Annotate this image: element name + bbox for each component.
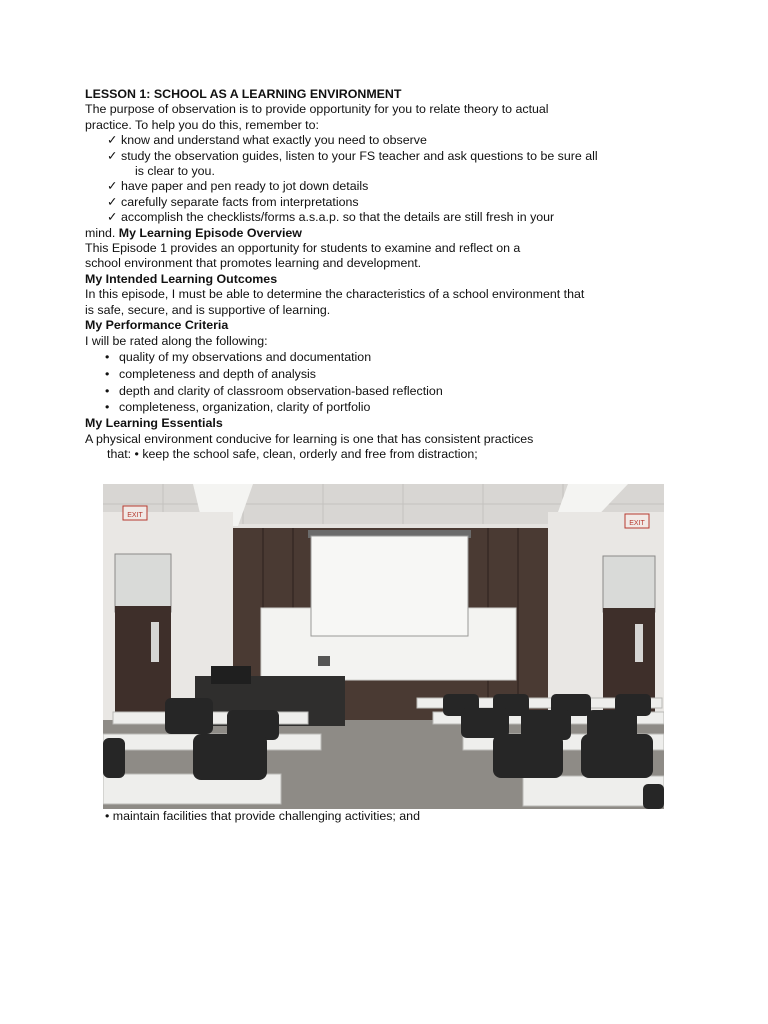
check-icon: ✓ — [107, 179, 118, 194]
essentials-line-1: A physical environment conducive for learning is one that has consistent practices — [85, 431, 534, 446]
exit-sign-left: EXIT — [127, 512, 143, 519]
criteria-item: • completeness and depth of analysis — [105, 366, 316, 381]
checklist-item: ✓ have paper and pen ready to jot down details — [107, 179, 369, 194]
checklist-item: ✓ carefully separate facts from interpretations — [107, 194, 359, 209]
overview-line-2: school environment that promotes learning and development. — [85, 256, 422, 271]
criteria-item: • quality of my observations and documentation — [105, 349, 372, 364]
classroom-photo — [103, 484, 664, 809]
bullet-icon: • — [105, 366, 110, 381]
outcomes-line-2: is safe, secure, and is supportive of learning. — [85, 302, 331, 317]
checklist-item: ✓ study the observation guides, listen to your FS teacher and ask questions to be sure all — [107, 148, 598, 163]
overview-line-1: This Episode 1 provides an opportunity for students to examine and reflect on a — [85, 241, 521, 256]
check-icon: ✓ — [107, 148, 118, 163]
after-photo-text: • maintain facilities that provide challenging activities; and — [105, 809, 420, 823]
lesson-title: LESSON 1: SCHOOL AS A LEARNING ENVIRONMENT — [85, 87, 402, 101]
essentials-heading: My Learning Essentials — [85, 416, 223, 431]
exit-sign-right: EXIT — [629, 520, 645, 527]
essentials-line-2: that: • keep the school safe, clean, orderly and free from distraction; — [107, 446, 478, 461]
outcomes-heading: My Intended Learning Outcomes — [85, 271, 278, 286]
mind-line — [85, 226, 685, 241]
mind-prefix: mind. — [85, 225, 116, 240]
intro-line-2: practice. To help you do this, remember to: — [85, 117, 319, 132]
check-icon: ✓ — [107, 194, 118, 209]
bullet-icon: • — [105, 400, 110, 415]
check-icon: ✓ — [107, 210, 118, 225]
criteria-intro: I will be rated along the following: — [85, 333, 268, 348]
criteria-item: • completeness, organization, clarity of portfolio — [105, 400, 371, 415]
criteria-heading: My Performance Criteria — [85, 318, 229, 333]
document-body — [85, 87, 685, 462]
bullet-icon: • — [105, 383, 110, 398]
checklist-item: ✓ accomplish the checklists/forms a.s.a.p. so that the details are still fresh in your — [107, 210, 555, 225]
checklist-item: ✓ know and understand what exactly you need to observe — [107, 133, 427, 148]
checklist-item-continuation: is clear to you. — [135, 164, 215, 179]
criteria-item: • depth and clarity of classroom observation-based reflection — [105, 383, 443, 398]
intro-line-1: The purpose of observation is to provide opportunity for you to relate theory to actual — [85, 102, 549, 117]
classroom-illustration — [103, 484, 664, 809]
bullet-icon: • — [105, 349, 110, 364]
outcomes-line-1: In this episode, I must be able to determine the characteristics of a school environment that — [85, 287, 585, 302]
overview-heading: My Learning Episode Overview — [118, 225, 302, 240]
check-icon: ✓ — [107, 133, 118, 148]
